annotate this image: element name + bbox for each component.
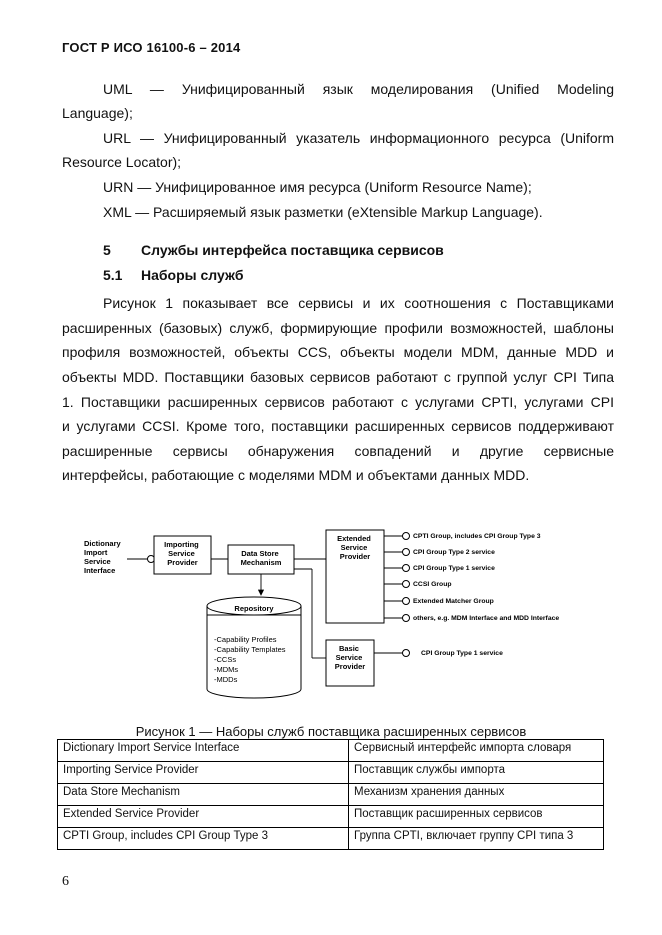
body-line: расширенные сервисы обнаружения совпадений и другие сервисные (62, 443, 614, 459)
body-line: Рисунок 1 показывает все сервисы и их соотношения с Поставщиками (103, 295, 614, 311)
interface-label: others, e.g. MDM Interface and MDD Interface (413, 615, 560, 622)
importing-service-provider-label: Importing Service Provider (164, 540, 199, 567)
section-5-heading (103, 242, 444, 258)
page-number: 6 (62, 874, 69, 889)
term-russian: Механизм хранения данных (349, 784, 604, 806)
body-line: объекты MDD. Поставщики базовых сервисов работают с группой услуг CPI Типа (62, 369, 614, 385)
term-russian: Поставщик службы импорта (349, 762, 604, 784)
term-english: Data Store Mechanism (58, 784, 349, 806)
body-line: 1. Поставщики расширенных сервисов работают с услугами CPTI, услугами CPI (62, 394, 614, 410)
term-english: Dictionary Import Service Interface (58, 740, 349, 762)
section-5-1-number: 5.1 (103, 267, 123, 283)
table-row (58, 784, 604, 806)
abbrev-urn: URN — Унифицированное имя ресурса (Uniform Resource Name); (103, 179, 532, 195)
body-line: и услугами CCSI. Кроме того, поставщики расширенных сервисов поддерживают (62, 418, 614, 434)
repository-items: -Capability Profiles -Capability Templates -CCSs -MDMs -MDDs (214, 635, 286, 684)
extended-interface-lollipops (384, 533, 410, 622)
abbrev-uml-line2: Language); (62, 105, 133, 121)
term-russian: Сервисный интерфейс импорта словаря (349, 740, 604, 762)
interface-lollipop-icon (403, 615, 410, 622)
extended-interface-labels (413, 533, 559, 622)
section-5-number: 5 (103, 242, 111, 258)
term-english: Extended Service Provider (58, 806, 349, 828)
interface-lollipop-icon (403, 549, 410, 556)
term-russian: Поставщик расширенных сервисов (349, 806, 604, 828)
figure-caption: Рисунок 1 — Наборы служб поставщика расширенных сервисов (135, 724, 527, 739)
abbrev-url-line2: Resource Locator); (62, 154, 182, 170)
section-5-1-heading (103, 267, 244, 283)
interface-label: Extended Matcher Group (413, 598, 494, 605)
table-row (58, 740, 604, 762)
abbrev-uml-line1: UML — Унифицированный язык моделирования (Unified Modeling (103, 81, 614, 97)
dictionary-interface-label: Dictionary Import Service Interface (84, 539, 121, 575)
section-5-1-title: Наборы служб (141, 267, 244, 283)
data-store-mechanism-label: Data Store Mechanism (240, 549, 282, 567)
body-line: профиля возможностей, объекты CCS, объекты модели MDM, данные MDD и (62, 344, 614, 360)
basic-interface-label: CPI Group Type 1 service (421, 650, 503, 657)
term-english: CPTI Group, includes CPI Group Type 3 (58, 828, 349, 850)
table-row (58, 806, 604, 828)
body-line: интерфейсы, работающие с моделями MDM и объектами данных MDD. (62, 467, 530, 483)
interface-lollipop-icon (403, 533, 410, 540)
repository-title: Repository (234, 604, 274, 613)
table-row (58, 762, 604, 784)
section-5-title: Службы интерфейса поставщика сервисов (141, 242, 444, 258)
basic-service-provider-label: Basic Service Provider (334, 644, 366, 671)
abbrev-xml: XML — Расширяемый язык разметки (eXtensible Markup Language). (103, 204, 543, 220)
interface-label: CPTI Group, includes CPI Group Type 3 (413, 533, 541, 540)
term-russian: Группа CPTI, включает группу CPI типа 3 (349, 828, 604, 850)
interface-lollipop-icon (403, 565, 410, 572)
table-row (58, 828, 604, 850)
abbrev-url-line1: URL — Унифицированный указатель информационного ресурса (Uniform (103, 130, 614, 146)
interface-label: CPI Group Type 2 service (413, 549, 495, 556)
interface-lollipop-icon (403, 650, 410, 657)
interface-label: CPI Group Type 1 service (413, 565, 495, 572)
terms-table (57, 739, 604, 850)
extended-service-provider-label: Extended Service Provider (337, 534, 371, 561)
interface-lollipop-icon (403, 598, 410, 605)
body-line: расширенных (базовых) служб, формирующие профили возможностей, шаблоны (62, 320, 614, 336)
term-english: Importing Service Provider (58, 762, 349, 784)
interface-lollipop-icon (148, 556, 155, 563)
interface-label: CCSI Group (413, 581, 452, 588)
document-header: ГОСТ Р ИСО 16100-6 – 2014 (62, 40, 241, 55)
interface-lollipop-icon (403, 581, 410, 588)
figure-service-sets-diagram (80, 522, 590, 712)
